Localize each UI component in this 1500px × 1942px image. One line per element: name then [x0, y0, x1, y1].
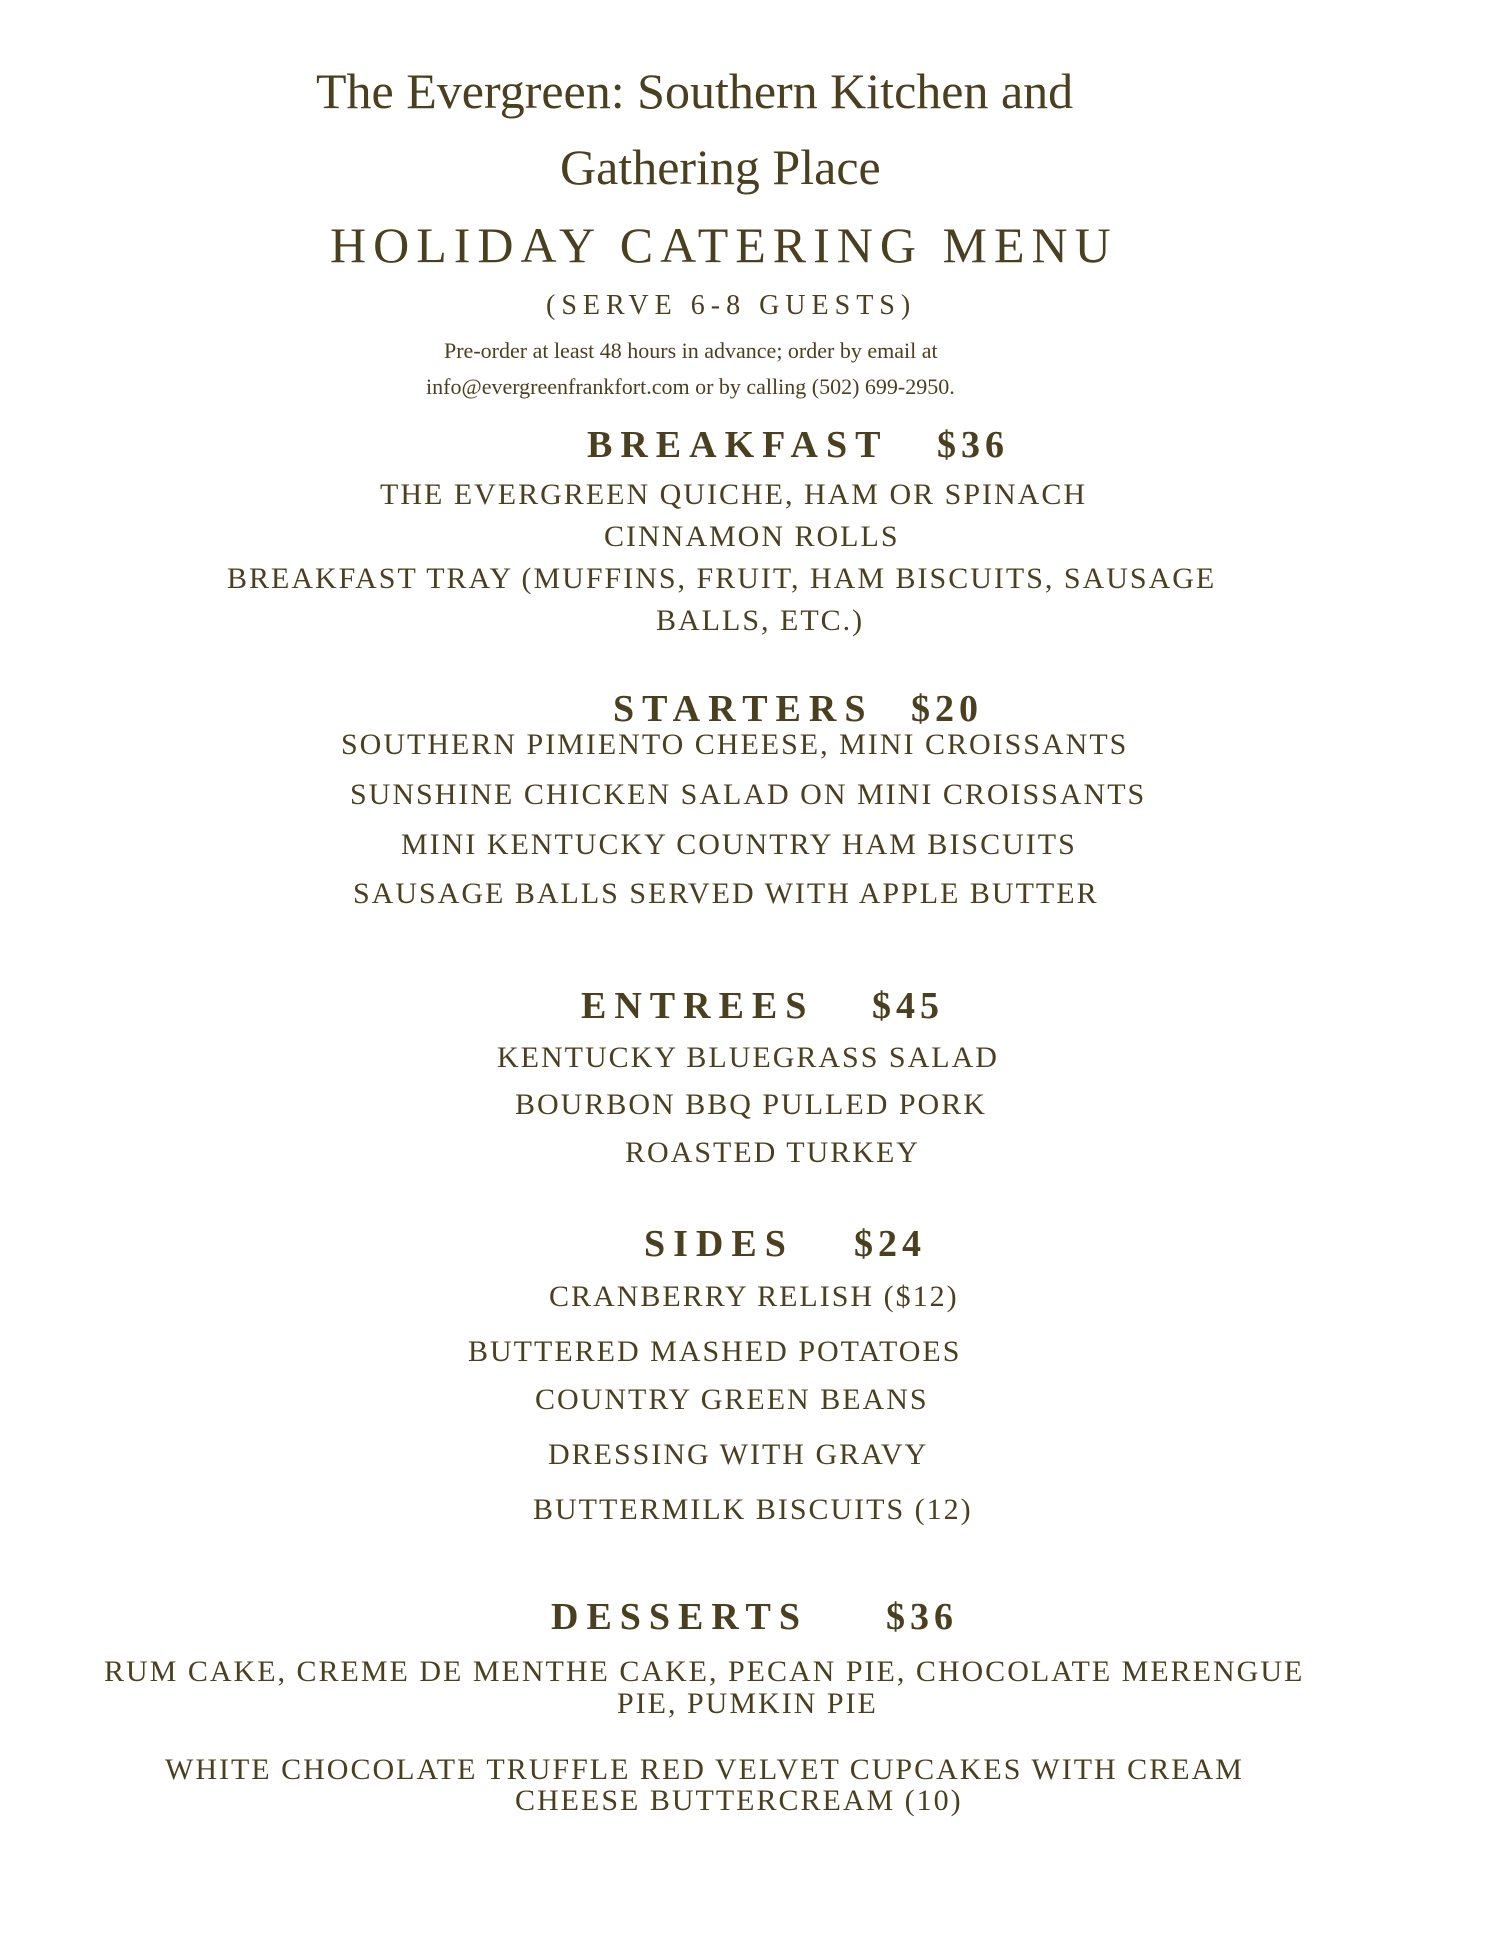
menu-item: WHITE CHOCOLATE TRUFFLE RED VELVET CUPCAKES WITH CREAM	[165, 1753, 1244, 1786]
section-title-entrees: ENTREES	[581, 985, 815, 1027]
price-desserts: $36	[886, 1596, 958, 1638]
restaurant-title-line-2: Gathering Place	[560, 139, 881, 195]
price-starters: $20	[911, 688, 983, 730]
section-title-breakfast: BREAKFAST	[587, 424, 889, 466]
restaurant-title-line-1: The Evergreen: Southern Kitchen and	[316, 63, 1074, 119]
serves-note: (SERVE 6-8 GUESTS)	[546, 290, 917, 321]
menu-item: PIE, PUMKIN PIE	[617, 1687, 878, 1720]
menu-item: DRESSING WITH GRAVY	[548, 1438, 929, 1471]
menu-title: HOLIDAY CATERING MENU	[330, 217, 1118, 273]
price-breakfast: $36	[937, 424, 1009, 466]
preorder-note-line-2: info@evergreenfrankfort.com or by calling (502) 699-2950.	[426, 374, 955, 399]
menu-item: SAUSAGE BALLS SERVED WITH APPLE BUTTER	[353, 877, 1099, 910]
preorder-note-line-1: Pre-order at least 48 hours in advance; order by email at	[444, 338, 938, 363]
price-sides: $24	[854, 1223, 926, 1265]
price-entrees: $45	[872, 985, 944, 1027]
menu-item: MINI KENTUCKY COUNTRY HAM BISCUITS	[401, 828, 1077, 861]
menu-item: SOUTHERN PIMIENTO CHEESE, MINI CROISSANTS	[341, 728, 1129, 761]
menu-item: CINNAMON ROLLS	[604, 520, 900, 553]
menu-item: BOURBON BBQ PULLED PORK	[515, 1088, 987, 1121]
menu-item: CRANBERRY RELISH ($12)	[549, 1280, 959, 1313]
menu-item: RUM CAKE, CREME DE MENTHE CAKE, PECAN PIE, CHOCOLATE MERENGUE	[104, 1655, 1305, 1688]
section-title-sides: SIDES	[644, 1223, 794, 1265]
menu-item: CHEESE BUTTERCREAM (10)	[515, 1784, 963, 1817]
section-title-starters: STARTERS	[613, 688, 874, 730]
menu-item: THE EVERGREEN QUICHE, HAM OR SPINACH	[380, 478, 1087, 511]
menu-item: BREAKFAST TRAY (MUFFINS, FRUIT, HAM BISCUITS, SAUSAGE	[227, 562, 1217, 595]
menu-item: COUNTRY GREEN BEANS	[535, 1383, 929, 1416]
menu-item: BUTTERED MASHED POTATOES	[468, 1335, 962, 1368]
menu-item: KENTUCKY BLUEGRASS SALAD	[497, 1041, 999, 1074]
menu-item: ROASTED TURKEY	[625, 1136, 920, 1169]
section-title-desserts: DESSERTS	[551, 1596, 808, 1638]
menu-item: BALLS, ETC.)	[656, 604, 865, 637]
menu-item: SUNSHINE CHICKEN SALAD ON MINI CROISSANTS	[350, 778, 1147, 811]
menu-item: BUTTERMILK BISCUITS (12)	[533, 1493, 973, 1526]
